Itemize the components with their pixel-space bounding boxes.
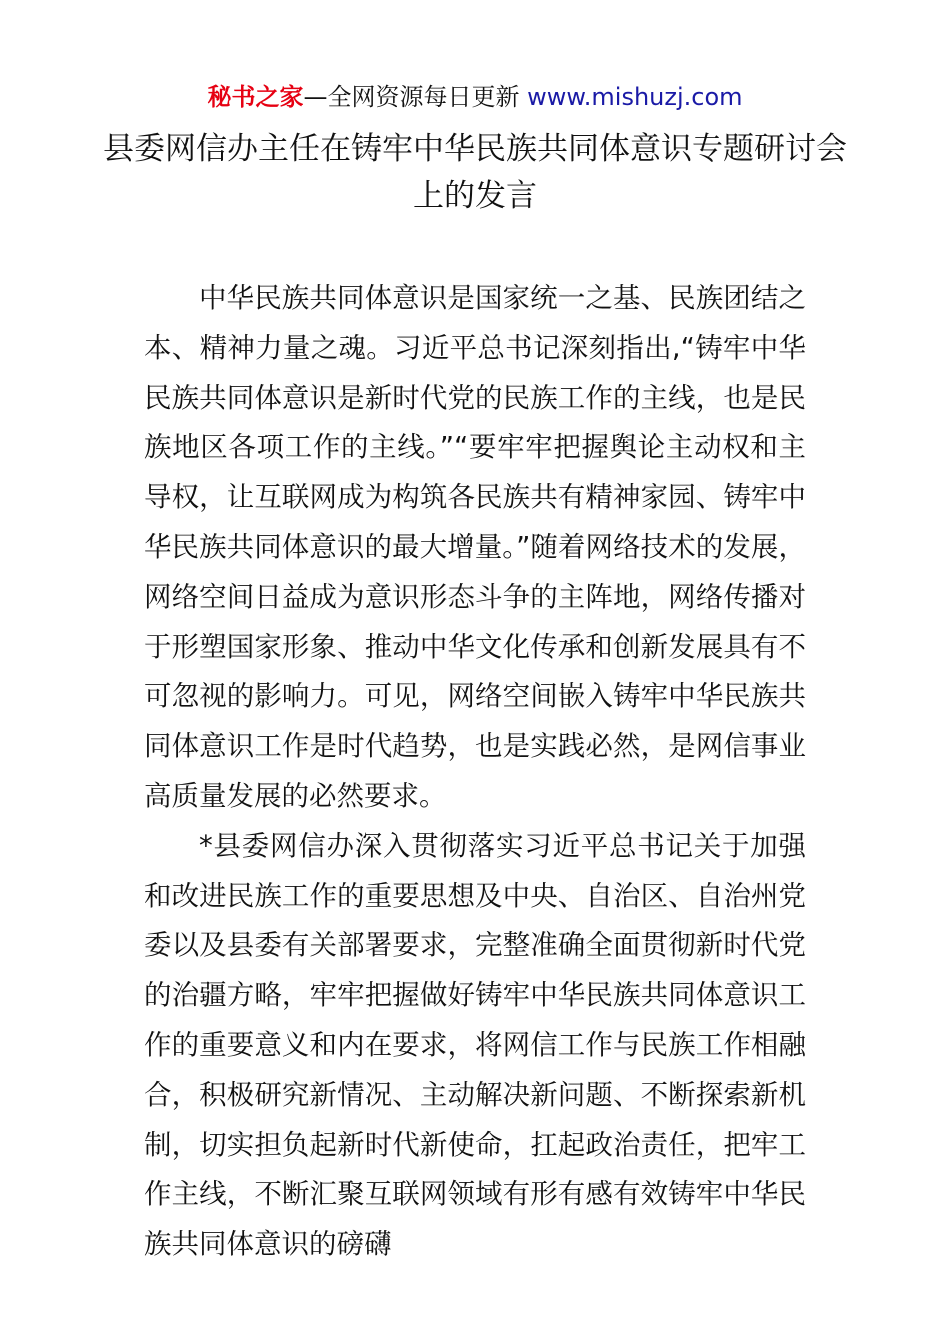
- document-body: [144, 274, 806, 1270]
- site-header: [0, 80, 950, 114]
- site-tagline: —全网资源每日更新: [303, 83, 528, 111]
- paragraph-1: 中华民族共同体意识是国家统一之基、民族团结之本、精神力量之魂。习近平总书记深刻指出,“铸牢中华民族共同体意识是新时代党的民族工作的主线，也是民族地区各项工作的主线。”“要牢牢把握舆论主动权和主导权，让互联网成为构筑各民族共有精神家园、铸牢中华民族共同体意识的最大增量。”随着网络技术的发展，网络空间日益成为意识形态斗争的主阵地，网络传播对于形塑国家形象、推动中华文化传承和创新发展具有不可忽视的影响力。可见，网络空间嵌入铸牢中华民族共同体意识工作是时代趋势，也是实践必然，是网信事业高质量发展的必然要求。: [144, 282, 806, 812]
- site-brand: 秘书之家: [207, 83, 304, 111]
- document-title: 县委网信办主任在铸牢中华民族共同体意识专题研讨会上的发言: [103, 131, 847, 214]
- paragraph-2: *县委网信办深入贯彻落实习近平总书记关于加强和改进民族工作的重要思想及中央、自治区、自治州党委以及县委有关部署要求，完整准确全面贯彻新时代党的治疆方略，牢牢把握做好铸牢中华民族共同体意识工作的重要意义和内在要求，将网信工作与民族工作相融合，积极研究新情况、主动解决新问题、不断探索新机制，切实担负起新时代新使命，扛起政治责任，把牢工作主线，不断汇聚互联网领域有形有感有效铸牢中华民族共同体意识的磅礴: [144, 829, 806, 1261]
- site-url-link[interactable]: www.mishuzj.com: [527, 83, 743, 111]
